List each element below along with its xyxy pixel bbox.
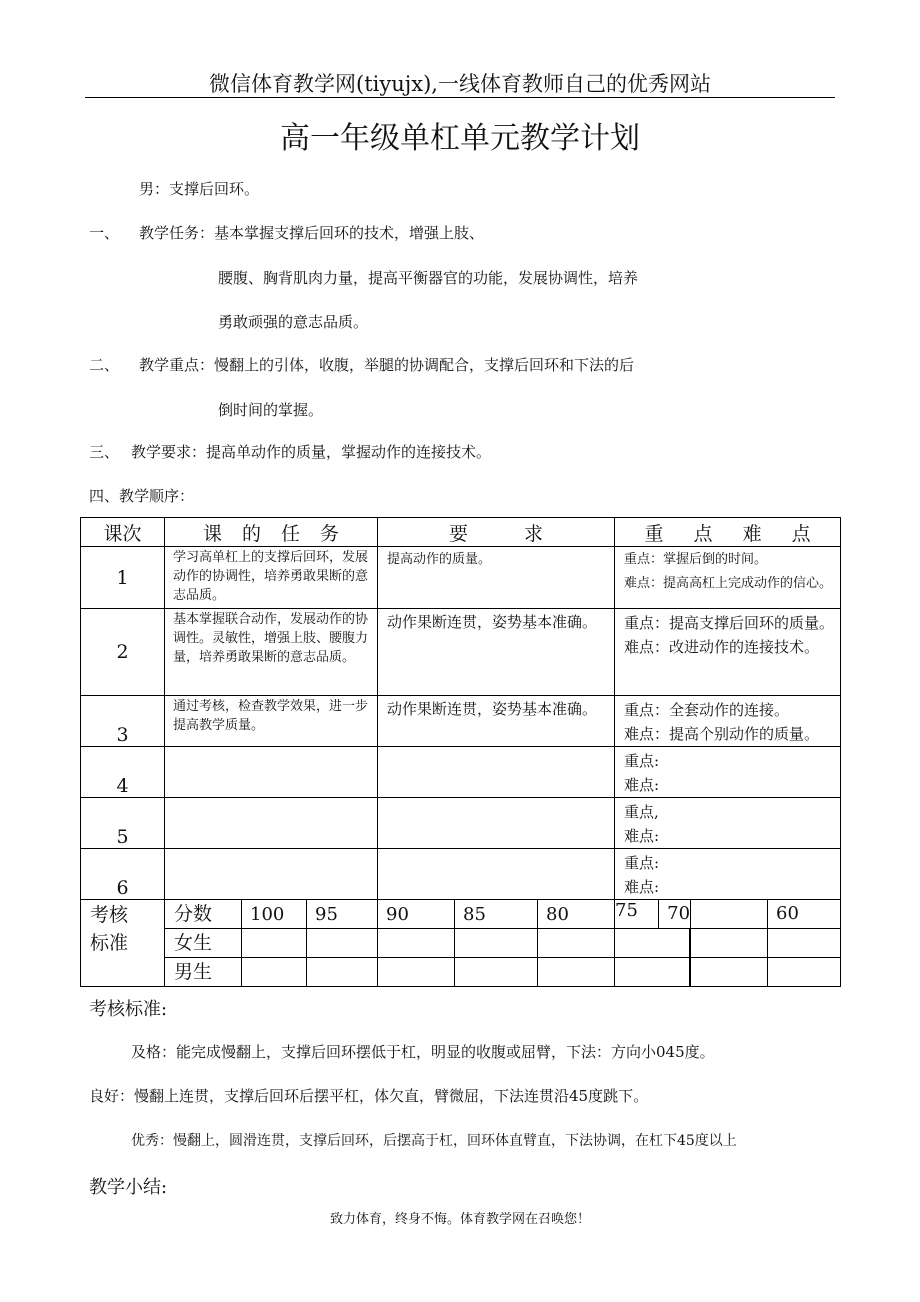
lesson-difficult-point: 难点: bbox=[624, 827, 660, 845]
exam-standard-label bbox=[81, 900, 165, 987]
section-1-line-3: 勇敢顽强的意志品质。 bbox=[218, 313, 369, 331]
exam-male-row bbox=[81, 958, 841, 987]
exam-cell bbox=[378, 929, 455, 958]
lesson-key-difficult bbox=[615, 609, 841, 696]
lesson-task bbox=[165, 798, 378, 849]
lesson-key-point: 重点: bbox=[624, 854, 660, 872]
site-header: 微信体育教学网(tiyujx),一线体育教师自己的优秀网站 bbox=[209, 72, 711, 96]
lesson-key-point: 重点：掌握后倒的时间。 bbox=[624, 552, 768, 567]
exam-score-row bbox=[81, 900, 841, 929]
section-2-line-2: 倒时间的掌握。 bbox=[218, 401, 324, 419]
section-1-line-2: 腰腹、胸背肌肉力量，提高平衡器官的功能，发展协调性，培养 bbox=[218, 269, 639, 287]
lesson-key-difficult bbox=[615, 798, 841, 849]
section-3-line bbox=[131, 441, 491, 462]
score-value: 90 bbox=[378, 900, 455, 929]
lesson-number: 1 bbox=[81, 547, 165, 609]
criteria-pass: 及格：能完成慢翻上，支撑后回环摆低于杠，明显的收腹或屈臂，下法：方向小045度。 bbox=[131, 1043, 715, 1061]
teaching-order-table bbox=[80, 517, 841, 987]
lesson-requirement bbox=[378, 849, 615, 900]
lesson-task bbox=[165, 849, 378, 900]
exam-cell bbox=[615, 958, 691, 987]
score-empty bbox=[691, 900, 767, 928]
lesson-difficult-point: 难点：改进动作的连接技术。 bbox=[624, 638, 820, 656]
page-footer: 致力体育，终身不悔。体育教学网在召唤您！ bbox=[329, 1212, 590, 1227]
section-4-number: 四、 bbox=[89, 487, 120, 505]
section-2-label: 教学重点： bbox=[139, 356, 215, 374]
header-requirement: 要 求 bbox=[378, 518, 615, 547]
header-key-difficult: 重 点 难 点 bbox=[615, 518, 841, 547]
score-label: 分数 bbox=[165, 900, 242, 929]
lesson-requirement: 动作果断连贯，姿势基本准确。 bbox=[378, 696, 615, 747]
lesson-key-difficult bbox=[615, 747, 841, 798]
header-lesson: 课次 bbox=[81, 518, 165, 547]
table-row bbox=[81, 798, 841, 849]
lesson-key-point: 重点, bbox=[624, 803, 659, 821]
exam-cell bbox=[455, 929, 538, 958]
score-value bbox=[615, 900, 691, 929]
score-value: 75 bbox=[615, 900, 638, 921]
summary-title: 教学小结: bbox=[89, 1177, 168, 1198]
table-row bbox=[81, 849, 841, 900]
lesson-key-point: 重点：提高支撑后回环的质量。 bbox=[624, 614, 835, 632]
exam-label-line-1: 考核 bbox=[90, 904, 129, 926]
lesson-key-difficult bbox=[615, 547, 841, 609]
lesson-number: 3 bbox=[81, 696, 165, 747]
section-2-number: 二、 bbox=[89, 356, 120, 374]
exam-female-row bbox=[81, 929, 841, 958]
score-value bbox=[691, 900, 841, 929]
lesson-difficult-point: 难点：提高个别动作的质量。 bbox=[624, 725, 820, 743]
lesson-number: 4 bbox=[81, 747, 165, 798]
lesson-task bbox=[165, 747, 378, 798]
table-row bbox=[81, 696, 841, 747]
lesson-requirement: 提高动作的质量。 bbox=[378, 547, 615, 609]
exam-cell bbox=[378, 958, 455, 987]
lesson-task: 通过考核，检查教学效果，进一步提高教学质量。 bbox=[165, 696, 378, 747]
score-value: 60 bbox=[767, 900, 840, 928]
lesson-key-difficult bbox=[615, 696, 841, 747]
male-label: 男生 bbox=[165, 958, 242, 987]
exam-cell bbox=[538, 958, 615, 987]
score-value: 85 bbox=[455, 900, 538, 929]
table-row bbox=[81, 547, 841, 609]
section-1-first-line bbox=[139, 222, 484, 243]
table-row bbox=[81, 609, 841, 696]
score-value: 100 bbox=[242, 900, 307, 929]
lesson-number: 6 bbox=[81, 849, 165, 900]
section-4-line bbox=[89, 485, 194, 506]
score-value: 95 bbox=[307, 900, 378, 929]
female-label: 女生 bbox=[165, 929, 242, 958]
lesson-difficult-point: 难点: bbox=[624, 776, 660, 794]
lesson-key-difficult bbox=[615, 849, 841, 900]
header-task: 课 的 任 务 bbox=[165, 518, 378, 547]
exam-cell bbox=[455, 958, 538, 987]
lesson-key-point: 重点: bbox=[624, 752, 660, 770]
score-value: 80 bbox=[538, 900, 615, 929]
section-4-label: 教学顺序： bbox=[119, 487, 195, 505]
lesson-task: 基本掌握联合动作，发展动作的协调性。灵敏性，增强上肢、腰腹力量，培养勇敢果断的意志品质。 bbox=[165, 609, 378, 696]
lesson-requirement: 动作果断连贯，姿势基本准确。 bbox=[378, 609, 615, 696]
header-divider bbox=[85, 97, 835, 98]
lesson-requirement bbox=[378, 798, 615, 849]
lesson-requirement bbox=[378, 747, 615, 798]
exam-cell bbox=[242, 929, 307, 958]
section-3-text: 提高单动作的质量，掌握动作的连接技术。 bbox=[206, 443, 492, 461]
section-1-number: 一、 bbox=[89, 224, 120, 242]
exam-cell bbox=[615, 929, 691, 958]
exam-cell bbox=[538, 929, 615, 958]
lesson-key-point: 重点：全套动作的连接。 bbox=[624, 701, 790, 719]
table-row bbox=[81, 747, 841, 798]
section-1-label: 教学任务： bbox=[139, 224, 215, 242]
score-value: 70 bbox=[658, 900, 690, 928]
page-title: 高一年级单杠单元教学计划 bbox=[280, 121, 640, 156]
section-2-first-line bbox=[139, 354, 634, 375]
lesson-difficult-point: 难点：提高高杠上完成动作的信心。 bbox=[624, 576, 833, 591]
lesson-task: 学习高单杠上的支撑后回环，发展动作的协调性，培养勇敢果断的意志品质。 bbox=[165, 547, 378, 609]
exam-cell bbox=[307, 958, 378, 987]
criteria-title: 考核标准: bbox=[89, 999, 168, 1020]
exam-cell bbox=[691, 958, 841, 987]
lesson-number: 2 bbox=[81, 609, 165, 696]
exam-label-line-2: 标准 bbox=[90, 932, 129, 954]
lesson-number: 5 bbox=[81, 798, 165, 849]
lesson-difficult-point: 难点: bbox=[624, 878, 660, 896]
exam-cell bbox=[307, 929, 378, 958]
section-2-text: 慢翻上的引体，收腹，举腿的协调配合，支撑后回环和下法的后 bbox=[214, 356, 635, 374]
subject-line: 男：支撑后回环。 bbox=[139, 180, 260, 198]
exam-cell bbox=[242, 958, 307, 987]
exam-cell bbox=[691, 929, 841, 958]
criteria-good: 良好：慢翻上连贯，支撑后回环后摆平杠，体欠直，臂微屈，下法连贯沿45度跳下。 bbox=[89, 1087, 649, 1105]
section-3-number: 三、 bbox=[89, 443, 120, 461]
section-1-text: 基本掌握支撑后回环的技术，增强上肢、 bbox=[214, 224, 485, 242]
section-3-label: 教学要求： bbox=[131, 443, 207, 461]
criteria-excellent: 优秀：慢翻上，圆滑连贯，支撑后回环，后摆高于杠，回环体直臂直，下法协调，在杠下45度以上 bbox=[131, 1133, 737, 1149]
